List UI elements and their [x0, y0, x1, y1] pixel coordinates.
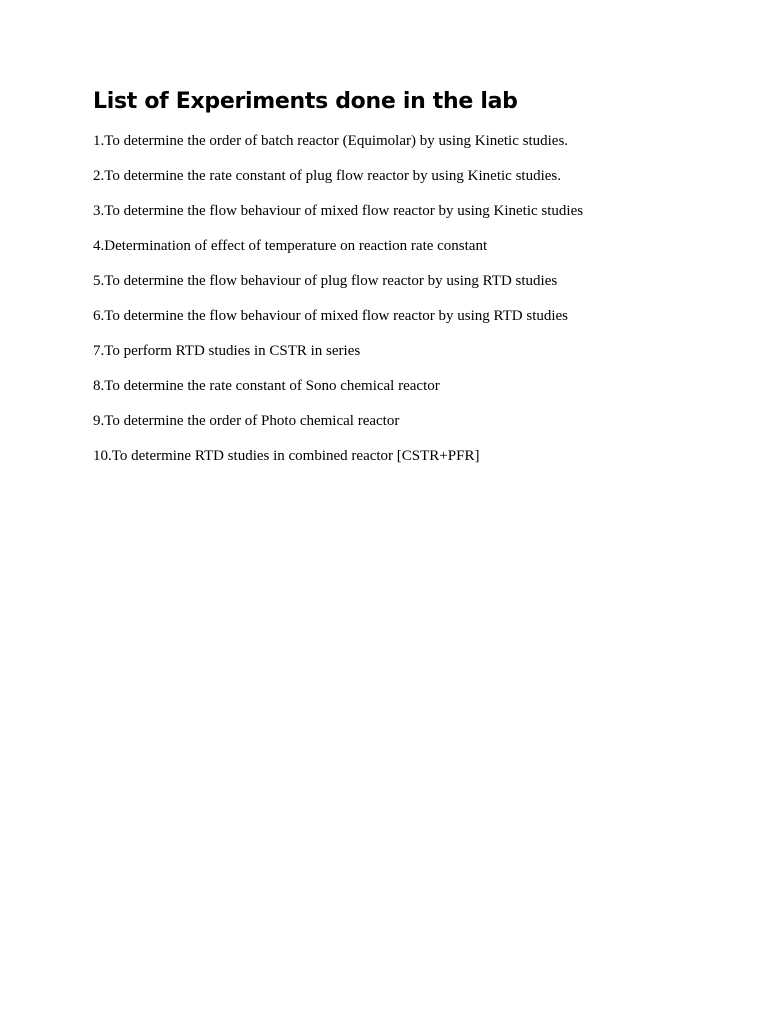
list-item: 4.Determination of effect of temperature on reaction rate constant: [93, 238, 488, 254]
experiment-list: [93, 131, 733, 466]
list-item: 3.To determine the flow behaviour of mixed flow reactor by using Kinetic studies: [93, 203, 584, 219]
page-title: List of Experiments done in the lab: [93, 89, 518, 114]
list-item: 9.To determine the order of Photo chemical reactor: [93, 413, 400, 429]
list-item: 5.To determine the flow behaviour of plug flow reactor by using RTD studies: [93, 273, 558, 289]
list-item: 2.To determine the rate constant of plug flow reactor by using Kinetic studies.: [93, 168, 561, 184]
list-item: 7.To perform RTD studies in CSTR in series: [93, 343, 361, 359]
document-body: [93, 86, 733, 481]
list-item: 8.To determine the rate constant of Sono chemical reactor: [93, 378, 440, 394]
list-item: 6.To determine the flow behaviour of mixed flow reactor by using RTD studies: [93, 308, 569, 324]
list-item: 10.To determine RTD studies in combined reactor [CSTR+PFR]: [93, 448, 480, 464]
list-item: 1.To determine the order of batch reactor (Equimolar) by using Kinetic studies.: [93, 133, 569, 149]
